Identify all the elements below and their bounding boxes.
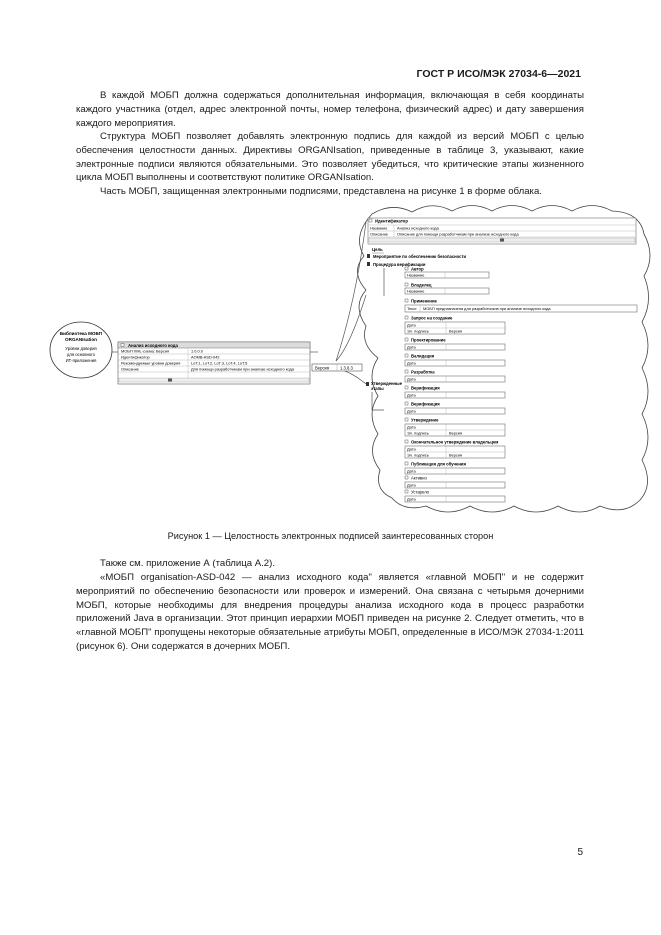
paragraph-2: Структура МОБП позволяет добавлять электронную подпись для каждой из версий МОБП с целью обеспечения целостности данных. Директивы ORGANIsation, приведенные в таблице 3, указывают, какие электронные подписи являются обязательными. Это позволяет убедиться, что критические этапы жизненного цикла МОБП выполнены и соответствуют политике ORGANIsation. bbox=[76, 131, 584, 184]
identifier-row-2-value: Описание для помощи разработчикам при анализе исходного кода bbox=[397, 231, 519, 237]
identifier-block bbox=[368, 218, 636, 244]
page-number: 5 bbox=[577, 847, 583, 858]
security-activity-label: Мероприятие по обеспечению безопасности bbox=[373, 254, 467, 259]
identifier-row-1-key: Название bbox=[370, 225, 388, 231]
paragraph-5: «МОБП organisation-ASD-042 — анализ исходного кода" является «главной МОБП" и не содержит мероприятий по обеспечению безопасности или проверок и измерений. Она связана с четырьмя дочерними МОБП, которые необходимы для внедрения процедуры анализа исходного кода в процесс разработки приложений Java в организации. Этот принцип иерархии МОБП приведен на рисунке 2. Следует отметить, что в «главной МОБП" пропущены некоторые обязательные атрибуты МОБП, определенные в ИСО/МЭК 27034-1:2011 (рисунок 6). Они содержатся в дочерних МОБП. bbox=[76, 572, 584, 652]
identifier-row-1-value: Анализ исходного кода bbox=[397, 225, 439, 231]
approval-row-2-key: Эл. подпись bbox=[407, 430, 429, 436]
library-label-4: для основного bbox=[66, 352, 96, 357]
owner-approval-row-2-value: Версия bbox=[449, 452, 463, 458]
creation-request-title: Запрос на создание bbox=[411, 315, 453, 321]
signature-cloud bbox=[357, 206, 650, 513]
verification-1-title: Верификация bbox=[411, 385, 440, 391]
validation-title: Валидация bbox=[411, 353, 435, 359]
paragraph-4: Также см. приложение А (таблица А.2). bbox=[100, 558, 275, 569]
main-row-1-key: МОБП XML-схема: Версия bbox=[121, 348, 170, 354]
identifier-title: Идентификатор bbox=[375, 218, 408, 224]
document-header: ГОСТ Р ИСО/МЭК 27034-6—2021 bbox=[416, 68, 581, 80]
owner-approval-block bbox=[405, 440, 505, 459]
validation-row-1-key: Дата bbox=[407, 360, 416, 366]
development-row-1-key: Дата bbox=[407, 376, 416, 382]
application-key: Текст bbox=[407, 306, 417, 311]
library-label-3: Уровни доверия bbox=[65, 346, 97, 351]
main-row-4-value: Для помощи разработчикам при анализе исходного кода bbox=[191, 366, 294, 372]
approved-stages-label-2: этапы bbox=[371, 386, 384, 391]
figure-caption: Рисунок 1 — Целостность электронных подписей заинтересованных сторон bbox=[167, 531, 494, 541]
main-row-3-key: Рекомендуемые уровни доверия bbox=[121, 360, 181, 366]
main-row-3-value: LoT.1, LoT.2, LoT.3, LoT.4, LoT.5 bbox=[191, 360, 248, 366]
version-key: Версия bbox=[315, 365, 330, 371]
owner-row: Название bbox=[407, 288, 425, 294]
verification-procedure-label: Процедура верификации bbox=[373, 262, 426, 267]
creation-request-row-2-value: Версия bbox=[449, 328, 463, 334]
obsolete-title: Устарело bbox=[411, 489, 430, 495]
verification-2-title: Верификация bbox=[411, 401, 440, 407]
development-title: Разработка bbox=[411, 369, 435, 375]
active-row-1-key: Дата bbox=[407, 482, 416, 488]
creation-request-row-1-key: Дата bbox=[407, 322, 416, 328]
verification-2-row-1-key: Дата bbox=[407, 408, 416, 414]
main-mobp-box bbox=[118, 342, 310, 384]
verification-1-row-1-key: Дата bbox=[407, 392, 416, 398]
version-value: 1.3.6.3 bbox=[340, 365, 353, 371]
main-row-2-value: AOMB-ASD-042 bbox=[191, 354, 220, 360]
design-title: Проектирование bbox=[411, 337, 446, 343]
approval-row-2-value: Версия bbox=[449, 430, 463, 436]
library-label-5: ИТ-приложения bbox=[65, 358, 97, 363]
main-row-1-value: 1.0.0.0 bbox=[191, 348, 203, 354]
main-box-title: Анализ исходного кода bbox=[128, 343, 178, 348]
approval-row-1-key: Дата bbox=[407, 424, 416, 430]
goal-label: Цель bbox=[372, 247, 383, 252]
publication-row-1-key: Дата bbox=[407, 468, 416, 474]
approval-title: Утверждение bbox=[411, 417, 439, 423]
author-row: Название bbox=[407, 272, 425, 278]
active-title: Активно bbox=[411, 475, 427, 481]
main-row-4-key: Описание bbox=[121, 366, 139, 372]
library-label-2: ORGANIsation bbox=[65, 337, 97, 342]
owner-approval-row-2-key: Эл. подпись bbox=[407, 452, 429, 458]
library-label-1: Библиотека МОБП bbox=[59, 331, 103, 336]
main-row-2-key: Идентификатор bbox=[121, 354, 150, 360]
owner-approval-title: Окончательное утверждение владельцем bbox=[411, 439, 499, 445]
application-value: МОБП предназначена для разработчиков при анализе исходного кода bbox=[423, 306, 551, 311]
approved-stages-label-1: Утвержденные bbox=[371, 381, 402, 386]
identifier-row-2-key: Описание bbox=[370, 231, 388, 237]
library-node bbox=[50, 322, 112, 378]
author-title: Автор bbox=[411, 266, 424, 272]
application-title: Применение bbox=[411, 298, 437, 304]
obsolete-row-1-key: Дата bbox=[407, 496, 416, 502]
creation-request-row-2-key: Эл. подпись bbox=[407, 328, 429, 334]
version-box bbox=[312, 364, 362, 371]
design-row-1-key: Дата bbox=[407, 344, 416, 350]
owner-title: Владелец bbox=[411, 282, 432, 288]
paragraph-3: Часть МОБП, защищенная электронными подписями, представлена на рисунке 1 в форме облака. bbox=[100, 186, 542, 197]
owner-approval-row-1-key: Дата bbox=[407, 446, 416, 452]
publication-title: Публикация для обучения bbox=[411, 461, 466, 467]
paragraph-1: В каждой МОБП должна содержаться дополнительная информация, включающая в себя координаты каждого участника (отдел, адрес электронной почты, номер телефона, физический адрес) и дату завершения каждого мероприятия. bbox=[76, 90, 584, 129]
